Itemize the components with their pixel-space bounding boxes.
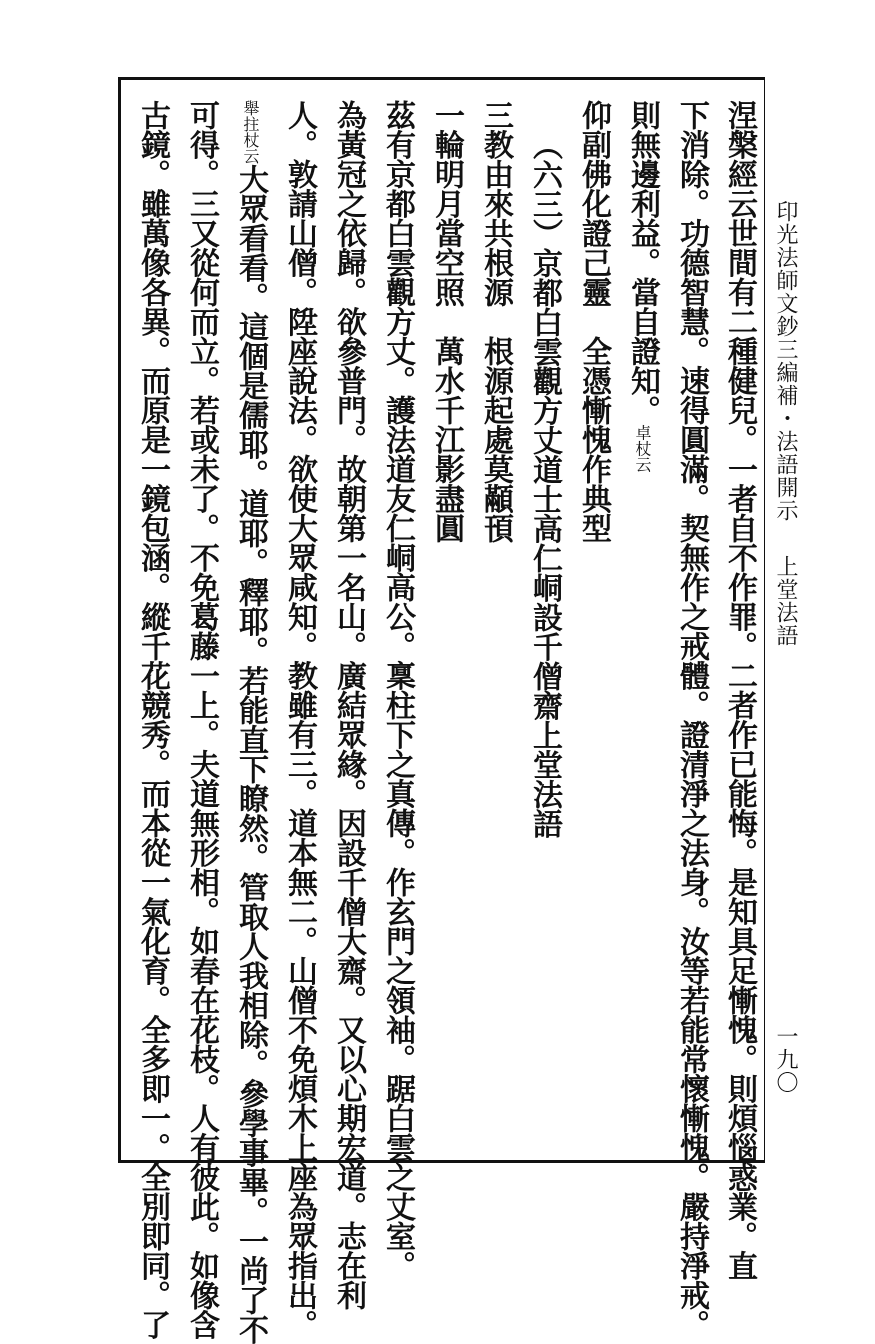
book-title: 印光法師文鈔三編補・法語開示 [773, 200, 798, 522]
inline-note: 舉拄杖云 [241, 100, 260, 164]
section-heading: （六三）京都白雲觀方丈道士高仁峒設千僧齋上堂法語 [527, 130, 562, 838]
page-number: 一九〇 [773, 1025, 798, 1094]
inline-note: 卓杖云 [633, 424, 652, 473]
section-title: 上堂法語 [773, 555, 798, 647]
text-column-11: 舉拄杖云大眾看看。這個是儒耶。道耶。釋耶。若能直下瞭然。管取人我相除。參學事畢。一尚了不 [233, 100, 268, 1344]
text-column-1: 涅槃經云世間有二種健兒。一者自不作罪。二者作已能悔。是知具足慚愧。則煩惱惑業。直 [722, 100, 757, 1280]
text-column-8: 茲有京都白雲觀方丈。護法道友仁峒高公。稟柱下之真傳。作玄門之領袖。踞白雲之丈室。 [380, 100, 415, 1280]
text-column-9: 為黃冠之依歸。欲參普門。故朝第一名山。廣結眾緣。因設千僧大齋。又以心期宏道。志在利 [331, 100, 366, 1310]
text-column-2: 下消除。功德智慧。速得圓滿。契無作之戒體。證清淨之法身。汝等若能常懷慚愧。嚴持淨戒。 [674, 100, 709, 1339]
verse-line: 三教由來共根源 根源起處莫顢頇 [478, 100, 513, 543]
text-column-13: 古鏡。雖萬像各異。而原是一鏡包涵。縱千花競秀。而本從一氣化育。全多即一。全別即同。了 [135, 100, 170, 1339]
text-column-12: 可得。三又從何而立。若或未了。不免葛藤一上。夫道無形相。如春在花枝。人有彼此。如像含 [184, 100, 219, 1339]
text-column-3: 則無邊利益。當自證知。卓杖云 [625, 100, 660, 473]
text-column-10: 人。敦請山僧。陞座說法。欲使大眾咸知。教雖有三。道本無二。山僧不免煩木上座為眾指出。 [282, 100, 317, 1339]
verse-line: 一輪明月當空照 萬水千江影盡圓 [429, 100, 464, 543]
verse-line: 仰副佛化證己靈 全憑慚愧作典型 [576, 100, 611, 543]
